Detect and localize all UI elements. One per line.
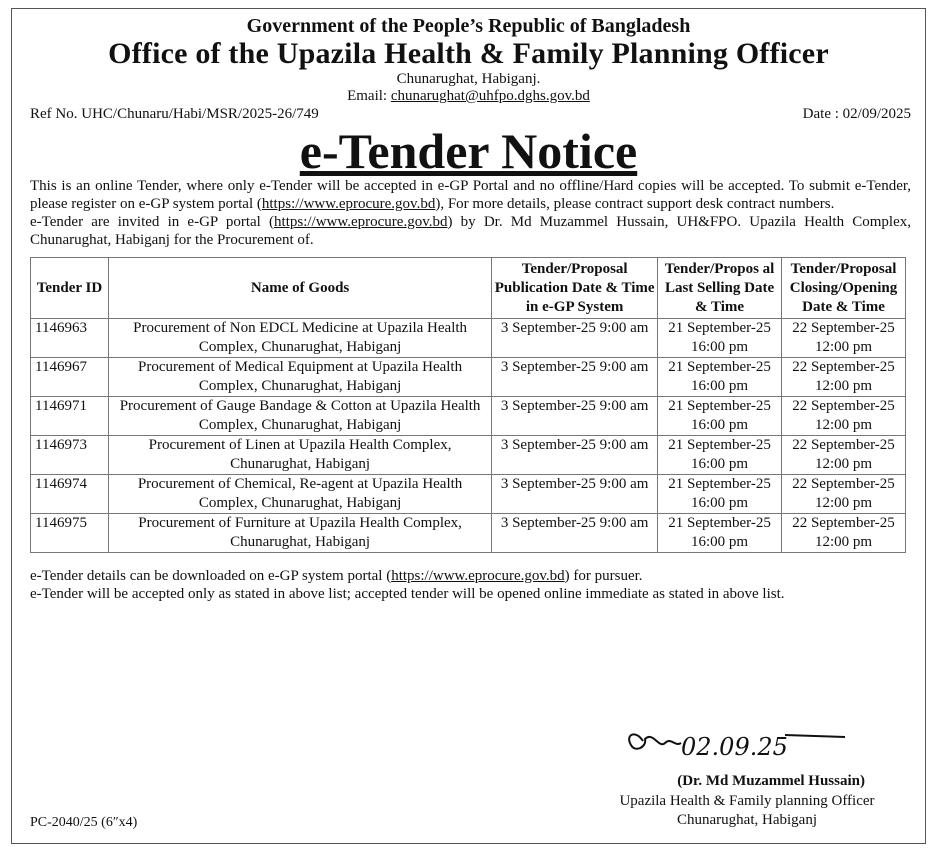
last-selling-date: 21 September-25 16:00 pm (658, 319, 782, 358)
footer-text: e-Tender details can be downloaded on e-GP system portal ( (30, 568, 392, 584)
last-selling-date: 21 September-25 16:00 pm (658, 475, 782, 514)
signatory-name: (Dr. Md Muzammel Hussain) (677, 773, 865, 789)
footer-text-end: ) for pursuer. (564, 568, 643, 584)
closing-date: 22 September-25 12:00 pm (782, 397, 906, 436)
notice-date: Date : 02/09/2025 (802, 106, 911, 122)
table-row (31, 475, 906, 514)
tender-id: 1146963 (31, 319, 109, 358)
last-selling-date: 21 September-25 16:00 pm (658, 397, 782, 436)
footer-paragraph-1 (12, 567, 925, 585)
tender-notice-page (11, 8, 926, 844)
signatory-designation: Upazila Health & Family planning Officer (619, 793, 875, 809)
table-row (31, 514, 906, 553)
tender-id: 1146973 (31, 436, 109, 475)
table-header-row (31, 258, 906, 319)
col-header-closing: Tender/Proposal Closing/Opening Date & Time (782, 258, 906, 319)
closing-date: 22 September-25 12:00 pm (782, 358, 906, 397)
government-heading: Government of the People’s Republic of Bangladesh (246, 15, 691, 37)
closing-date: 22 September-25 12:00 pm (782, 319, 906, 358)
table-row (31, 319, 906, 358)
publication-date: 3 September-25 9:00 am (492, 397, 658, 436)
last-selling-date: 21 September-25 16:00 pm (658, 514, 782, 553)
tender-table (30, 257, 906, 553)
ref-number: Ref No. UHC/Chunaru/Habi/MSR/2025-26/749 (30, 106, 319, 122)
intro-text: This is an online Tender, where only e-Tender will be accepted in e-GP Portal and no offline/Hard copies will be accepted. To submit e-Tender, please register on e-GP system portal ( (30, 178, 911, 212)
goods-name: Procurement of Medical Equipment at Upazila Health Complex, Chunarughat, Habiganj (108, 358, 491, 397)
footer-paragraph-2: e-Tender will be accepted only as stated in above list; accepted tender will be opened online immediate as stated in above list. (30, 586, 785, 602)
email-line (12, 88, 925, 105)
intro-paragraph-2 (12, 213, 925, 249)
closing-date: 22 September-25 12:00 pm (782, 436, 906, 475)
intro-text: e-Tender are invited in e-GP portal ( (30, 214, 275, 230)
col-header-last-selling: Tender/Propos al Last Selling Date & Time (658, 258, 782, 319)
tender-id: 1146967 (31, 358, 109, 397)
table-row (31, 436, 906, 475)
goods-name: Procurement of Non EDCL Medicine at Upazila Health Complex, Chunarughat, Habiganj (108, 319, 491, 358)
intro-text-end: ), For more details, please contract support desk contract numbers. (435, 196, 835, 212)
office-address: Chunarughat, Habiganj. (396, 71, 541, 87)
publication-date: 3 September-25 9:00 am (492, 358, 658, 397)
email-link[interactable]: chunarughat@uhfpo.dghs.gov.bd (390, 88, 590, 104)
email-label: Email: (347, 88, 391, 104)
goods-name: Procurement of Gauge Bandage & Cotton at Upazila Health Complex, Chunarughat, Habiganj (108, 397, 491, 436)
table-row (31, 358, 906, 397)
intro-paragraph-1 (12, 177, 925, 213)
signature-date: 02.09.25 (681, 733, 788, 761)
signatory-location: Chunarughat, Habiganj (677, 812, 817, 828)
last-selling-date: 21 September-25 16:00 pm (658, 436, 782, 475)
notice-title: e-Tender Notice (299, 123, 638, 179)
publication-date: 3 September-25 9:00 am (492, 436, 658, 475)
eprocure-link[interactable]: https://www.eprocure.gov.bd (261, 196, 436, 212)
signatory-block (587, 792, 907, 830)
closing-date: 22 September-25 12:00 pm (782, 514, 906, 553)
goods-name: Procurement of Linen at Upazila Health Complex, Chunarughat, Habiganj (108, 436, 491, 475)
office-heading: Office of the Upazila Health & Family Planning Officer (108, 37, 829, 70)
last-selling-date: 21 September-25 16:00 pm (658, 358, 782, 397)
col-header-publication: Tender/Proposal Publication Date & Time in e-GP System (492, 258, 658, 319)
goods-name: Procurement of Furniture at Upazila Health Complex, Chunarughat, Habiganj (108, 514, 491, 553)
publication-date: 3 September-25 9:00 am (492, 475, 658, 514)
eprocure-link[interactable]: https://www.eprocure.gov.bd (274, 214, 448, 230)
publication-date: 3 September-25 9:00 am (492, 514, 658, 553)
publication-date: 3 September-25 9:00 am (492, 319, 658, 358)
goods-name: Procurement of Chemical, Re-agent at Upazila Health Complex, Chunarughat, Habiganj (108, 475, 491, 514)
closing-date: 22 September-25 12:00 pm (782, 475, 906, 514)
intro-text-end: ) by Dr. Md Muzammel Hussain, UH&FPO. Upazila Health Complex, Chunarughat, Habiganj for the Procurement of. (30, 214, 911, 248)
table-row (31, 397, 906, 436)
ref-date-row (12, 105, 925, 123)
tender-id: 1146974 (31, 475, 109, 514)
eprocure-link[interactable]: https://www.eprocure.gov.bd (391, 568, 565, 584)
tender-id: 1146971 (31, 397, 109, 436)
handwritten-signature (595, 721, 895, 769)
tender-id: 1146975 (31, 514, 109, 553)
col-header-goods: Name of Goods (108, 258, 491, 319)
col-header-tender-id: Tender ID (31, 258, 109, 319)
pc-code: PC-2040/25 (6″x4) (30, 815, 138, 830)
